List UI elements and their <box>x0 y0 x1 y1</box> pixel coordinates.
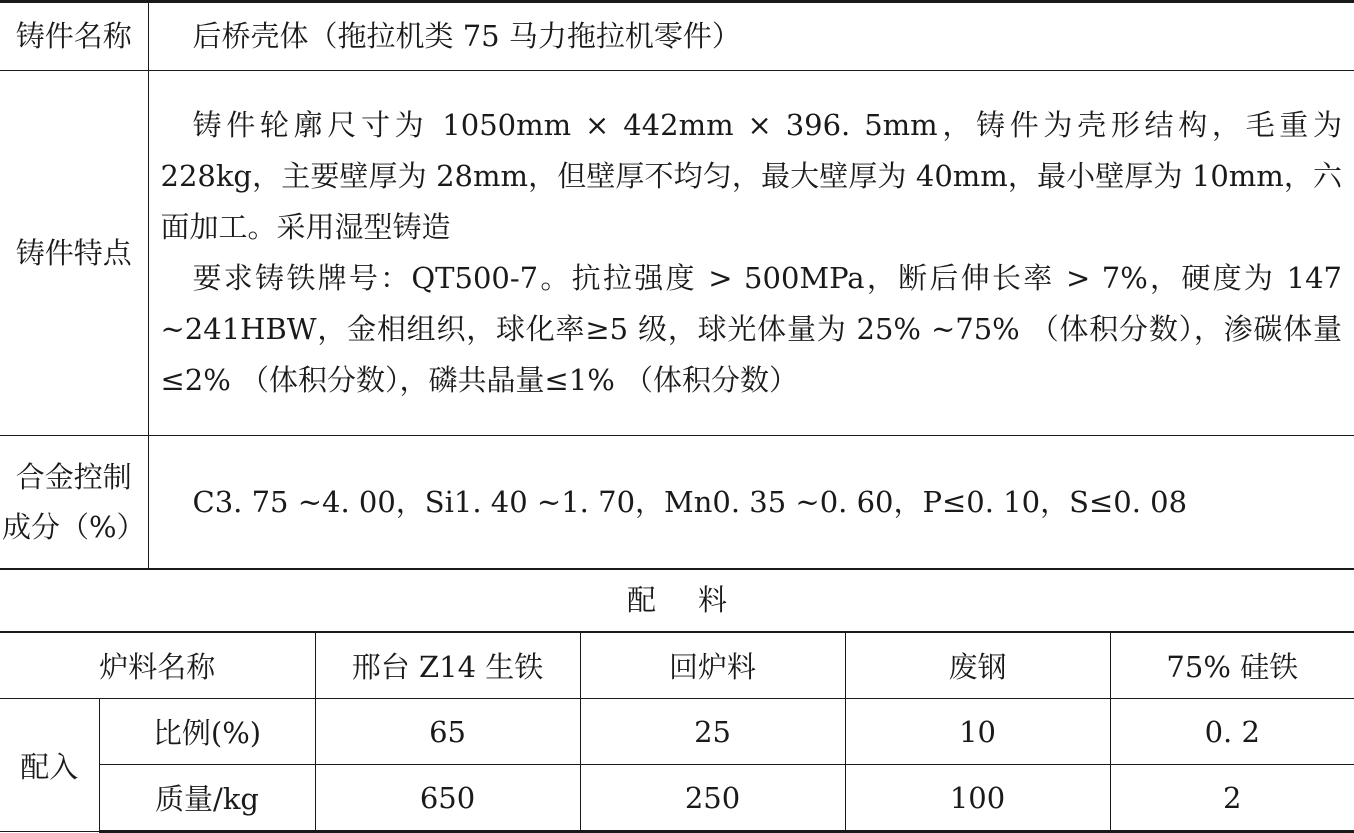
charge-mass-ferrosilicon: 2 <box>1110 765 1354 832</box>
charge-header-scrap-steel: 废钢 <box>845 632 1110 699</box>
charge-table <box>0 631 1354 833</box>
charge-ratio-label: 比例(%) <box>99 699 315 765</box>
charge-section-title: 配料 <box>626 582 769 617</box>
charge-header-name: 炉料名称 <box>0 632 315 699</box>
charge-mass-pig-iron: 650 <box>315 765 580 832</box>
alloy-composition-row <box>0 436 1354 570</box>
casting-features-paragraph-2: 要求铸铁牌号：QT500-7。抗拉强度 > 500MPa，断后伸长率 > 7%，硬度为 147 ~241HBW，金相组织，球化率≥5 级，球光体量为 25% ~75% （体积分数），渗碳体量≤2% （体积分数），磷共晶量≤1% （体积分数） <box>160 261 1342 397</box>
charge-ratio-pig-iron: 65 <box>315 699 580 765</box>
casting-features-paragraph-1: 铸件轮廓尺寸为 1050mm × 442mm × 396. 5mm，铸件为壳形结构，毛重为 228kg，主要壁厚为 28mm，但壁厚不均匀，最大壁厚为 40mm，最小壁厚为 10mm，六面加工。采用湿型铸造 <box>160 108 1342 244</box>
charge-header-ferrosilicon: 75% 硅铁 <box>1110 632 1354 699</box>
casting-name-row <box>0 2 1354 71</box>
charge-ratio-returns: 25 <box>580 699 845 765</box>
charge-header-pig-iron: 邢台 Z14 生铁 <box>315 632 580 699</box>
alloy-label-line-2: 成分（%） <box>1 510 146 544</box>
charge-ratio-ferrosilicon: 0. 2 <box>1110 699 1354 765</box>
charge-header-returns: 回炉料 <box>580 632 845 699</box>
casting-name-label: 铸件名称 <box>0 2 148 71</box>
charge-mass-returns: 250 <box>580 765 845 832</box>
charge-mass-row <box>0 765 1354 832</box>
charge-group-label: 配入 <box>0 699 99 832</box>
casting-features-row <box>0 71 1354 436</box>
charge-ratio-scrap-steel: 10 <box>845 699 1110 765</box>
charge-ratio-row <box>0 699 1354 765</box>
charge-header-row <box>0 632 1354 699</box>
charge-mass-scrap-steel: 100 <box>845 765 1110 832</box>
charge-mass-label: 质量/kg <box>99 765 315 832</box>
casting-name-value: 后桥壳体（拖拉机类 75 马力拖拉机零件） <box>192 19 741 53</box>
alloy-composition-value: C3. 75 ~4. 00，Si1. 40 ~1. 70，Mn0. 35 ~0. 60，P≤0. 10，S≤0. 08 <box>192 484 1188 519</box>
alloy-composition-label <box>0 436 148 570</box>
alloy-label-line-1: 合金控制 <box>15 460 132 494</box>
casting-features-label: 铸件特点 <box>0 71 148 436</box>
